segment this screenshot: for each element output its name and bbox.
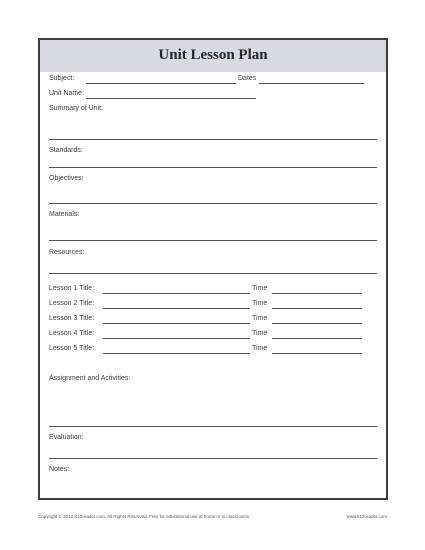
- lesson-1-time-label: Time: [252, 285, 268, 292]
- objectives-line[interactable]: [49, 203, 377, 204]
- lesson-1-title-label: Lesson 1 Title:: [49, 285, 95, 292]
- standards-line[interactable]: [49, 167, 377, 168]
- lesson-4-title-label: Lesson 4 Title:: [49, 330, 95, 337]
- unit-name-label: Unit Name:: [49, 90, 85, 97]
- materials-label: Materials:: [49, 211, 80, 218]
- evaluation-label: Evaluation:: [49, 434, 84, 441]
- lesson-3-time-line[interactable]: [272, 323, 362, 324]
- lesson-1-time-line[interactable]: [272, 293, 362, 294]
- lesson-5-time-label: Time: [252, 345, 268, 352]
- subject-label: Subject:: [49, 75, 75, 82]
- lesson-1-title-line[interactable]: [103, 293, 250, 294]
- evaluation-line[interactable]: [49, 458, 377, 459]
- unit-name-line[interactable]: [86, 98, 256, 99]
- lesson-3-time-label: Time: [252, 315, 268, 322]
- lesson-2-title-label: Lesson 2 Title:: [49, 300, 95, 307]
- lesson-4-time-line[interactable]: [272, 338, 362, 339]
- resources-line[interactable]: [49, 273, 377, 274]
- lesson-4-time-label: Time: [252, 330, 268, 337]
- objectives-label: Objectives:: [49, 175, 84, 182]
- dates-label: Dates: [238, 75, 257, 82]
- lesson-2-time-label: Time: [252, 300, 268, 307]
- notes-label: Notes:: [49, 466, 70, 473]
- summary-label: Summary of Unit:: [49, 105, 104, 112]
- lesson-2-title-line[interactable]: [103, 308, 250, 309]
- lesson-4-title-line[interactable]: [103, 338, 250, 339]
- assignment-line[interactable]: [49, 426, 377, 427]
- subject-line[interactable]: [86, 83, 236, 84]
- assignment-label: Assignment and Activities:: [49, 375, 131, 382]
- site-footer[interactable]: www.k12reader.com: [346, 514, 387, 519]
- lesson-5-time-line[interactable]: [272, 353, 362, 354]
- lesson-2-time-line[interactable]: [272, 308, 362, 309]
- materials-line[interactable]: [49, 240, 377, 241]
- dates-line[interactable]: [259, 83, 364, 84]
- lesson-5-title-line[interactable]: [103, 353, 250, 354]
- copyright-footer: Copyright © 2012 K12reader.com. All Rights Reserved. Free for educational use at home or in classrooms.: [38, 514, 251, 519]
- resources-label: Resources:: [49, 249, 85, 256]
- page-title: Unit Lesson Plan: [158, 47, 268, 63]
- title-band: [40, 40, 386, 72]
- lesson-3-title-label: Lesson 3 Title:: [49, 315, 95, 322]
- lesson-3-title-line[interactable]: [103, 323, 250, 324]
- summary-line[interactable]: [49, 139, 377, 140]
- lesson-5-title-label: Lesson 5 Title:: [49, 345, 95, 352]
- worksheet-frame: [38, 38, 388, 500]
- standards-label: Standards:: [49, 147, 83, 154]
